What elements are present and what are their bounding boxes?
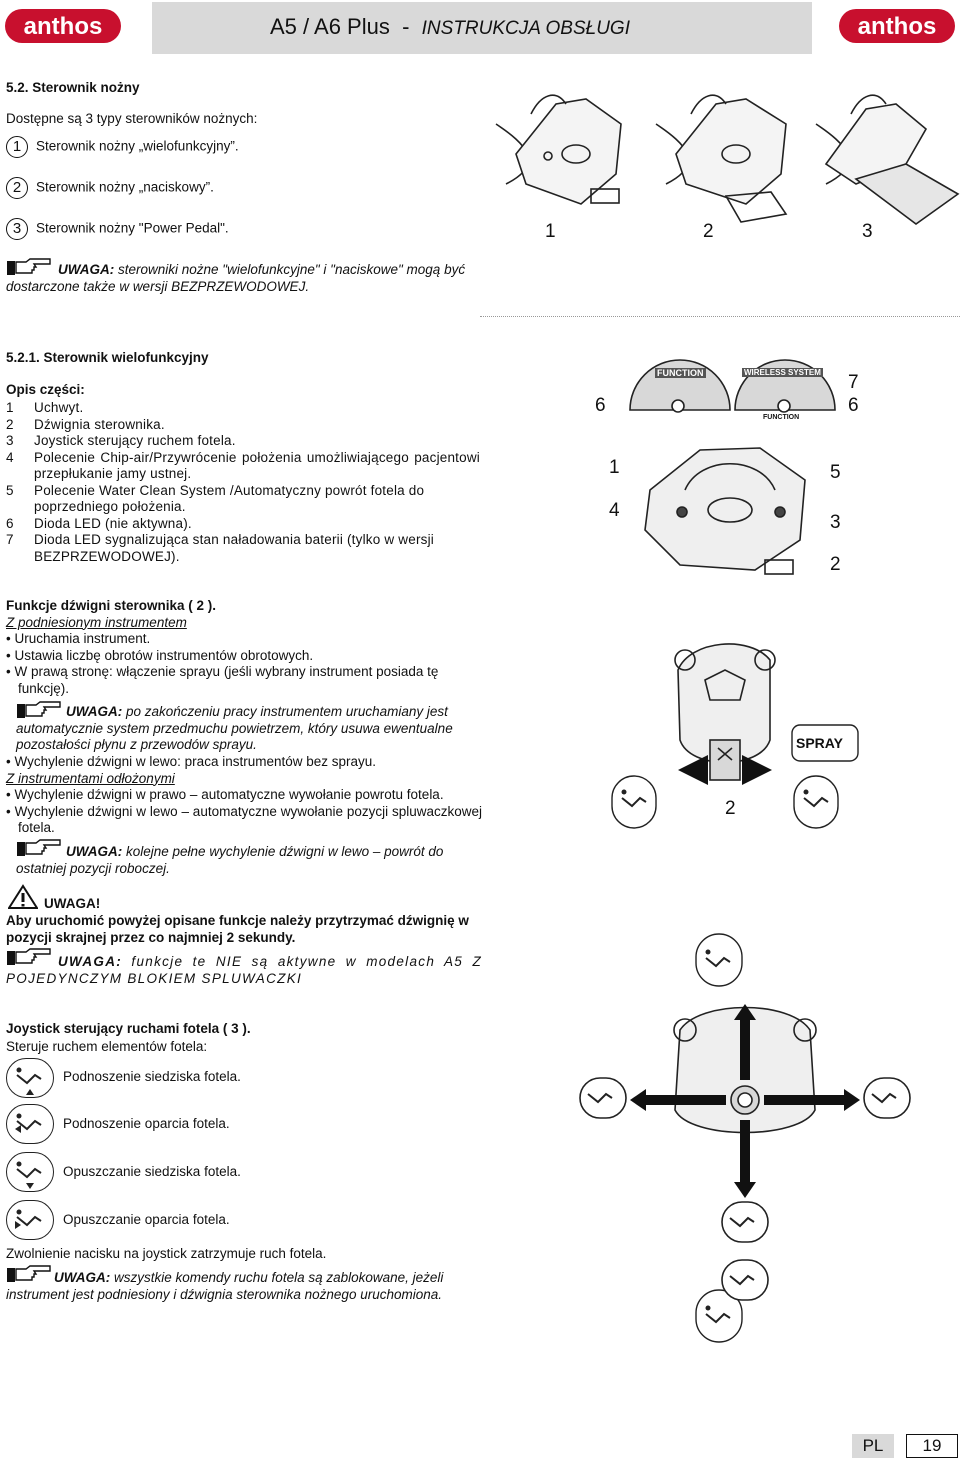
number-badge: 1	[6, 136, 28, 158]
divider	[480, 316, 960, 317]
seat-down-icon	[6, 1152, 54, 1192]
foot-controllers-illustration	[486, 84, 960, 254]
list-item: • Wychylenie dźwigni w prawo – automatyczne wywołanie powrotu fotela.	[6, 787, 444, 802]
intro-text: Dostępne są 3 typy sterowników nożnych:	[6, 111, 258, 126]
figure-number-1: 1	[545, 221, 556, 242]
number-badge: 3	[6, 218, 28, 240]
figure-number-2: 2	[703, 221, 714, 242]
list-item: • Ustawia liczbę obrotów instrumentów obrotowych.	[6, 647, 314, 663]
list-item: 2 Dźwignia sterownika.	[6, 416, 165, 432]
anthos-logo-right	[838, 8, 956, 44]
list-item: 3 Joystick sterujący ruchem fotela.	[6, 433, 236, 448]
parts-heading: Opis części:	[6, 382, 85, 397]
diagram-label-4: 4	[609, 500, 620, 521]
svg-text:anthos: anthos	[23, 13, 103, 40]
lever-diagram	[610, 630, 960, 840]
lever-number: 2	[725, 798, 736, 819]
list-item: 7 Dioda LED sygnalizująca stan naładowania baterii (tylko w wersji BEZPRZEWODOWEJ).	[6, 532, 434, 564]
diagram-label-1: 1	[609, 457, 620, 478]
type-item-1: 1 Sterownik nożny „wielofunkcyjny”.	[6, 136, 239, 158]
joystick-item-1: Podnoszenie siedziska fotela.	[63, 1069, 241, 1084]
section-heading: 5.2. Sterownik nożny	[6, 80, 140, 95]
backrest-down-icon	[6, 1200, 54, 1240]
list-item: • Wychylenie dźwigni w lewo: praca instrumentów bez sprayu.	[6, 754, 377, 769]
wireless-label: WIRELESS SYSTEM	[744, 368, 821, 377]
diagram-label-2: 2	[830, 554, 841, 575]
list-item: • Uruchamia instrument.	[6, 631, 151, 646]
warning-text: Aby uruchomić powyżej opisane funkcje należy przytrzymać dźwignię w pozycji skrajnej przez co najmniej 2 sekundy.	[6, 913, 469, 945]
function-label-2: FUNCTION	[763, 414, 800, 421]
joystick-item-4: Opuszczanie oparcia fotela.	[63, 1212, 230, 1227]
left-arrow-icon	[678, 755, 708, 785]
lever-section-2: • Wychylenie dźwigni w lewo: praca instrumentów bez sprayu. Z instrumentami odłożonymi • Wychylenie dźwigni w prawo – automatyczne wywołanie powrotu fotela. • Wychylenie dźwigni w lewo – automatyczne wywołanie pozycji spluwaczkowej fotela.	[6, 754, 482, 835]
joystick-item-2: Podnoszenie oparcia fotela.	[63, 1116, 230, 1131]
joystick-release: Zwolnienie nacisku na joystick zatrzymuje ruch fotela.	[6, 1246, 327, 1261]
note-1: UWAGA: sterowniki nożne "wielofunkcyjne" i "naciskowe" mogą być dostarczone także w wersji BEZPRZEWODOWEJ.	[6, 262, 466, 294]
language-badge: PL	[852, 1434, 894, 1458]
subsection-heading: 5.2.1. Sterownik wielofunkcyjny	[6, 350, 209, 365]
list-item: 5 Polecenie Water Clean System /Automatyczny powrót fotela do poprzedniego położenia.	[6, 482, 425, 514]
type-item-2: 2 Sterownik nożny „naciskowy”.	[6, 177, 214, 199]
note-3: UWAGA: kolejne pełne wychylenie dźwigni w lewo – powrót do ostatniej pozycji roboczej.	[16, 844, 444, 876]
note-2: UWAGA: po zakończeniu pracy instrumentem uruchamiany jest automatycznie system przedmuchu powietrzem, który usuwa ewentualne pozostałości płynu z przewodów sprayu.	[16, 704, 453, 752]
anthos-logo	[4, 8, 122, 44]
list-item: 1 Uchwyt.	[6, 400, 84, 415]
figure-number-3: 3	[862, 221, 873, 242]
type-item-3: 3 Sterownik nożny "Power Pedal".	[6, 218, 229, 240]
warning-label: UWAGA!	[44, 896, 101, 911]
parts-list	[6, 400, 480, 565]
backrest-up-icon	[6, 1104, 54, 1144]
warning-note: UWAGA: funkcje te NIE są aktywne w modelach A5 Z POJEDYNCZYM BLOKIEM SPLUWACZKI	[6, 954, 482, 986]
joystick-item-3: Opuszczanie siedziska fotela.	[63, 1164, 241, 1179]
warning-icon	[8, 884, 38, 910]
diagram-label-7: 7	[848, 372, 859, 393]
diagram-label-5: 5	[830, 462, 841, 483]
spray-label: SPRAY	[796, 735, 843, 751]
joystick-note: UWAGA: wszystkie komendy ruchu fotela są zablokowane, jeżeli instrument jest podniesiony i dźwignia sterownika nożnego uruchomiona.	[6, 1270, 444, 1302]
joystick-heading: Joystick sterujący ruchami fotela ( 3 ).	[6, 1021, 251, 1036]
list-item: 4 Polecenie Chip-air/Przywrócenie położenia umożliwiającego pacjentowi przepłukanie jamy ustnej.	[6, 449, 480, 481]
list-item: • W prawą stronę: włączenie sprayu (jeśli wybrany instrument posiada tę funkcję).	[6, 664, 439, 696]
list-item: 6 Dioda LED (nie aktywna).	[6, 515, 192, 531]
multifunction-controller-diagram	[590, 340, 870, 590]
joystick-intro: Steruje ruchem elementów fotela:	[6, 1039, 208, 1054]
diagram-label-6-right: 6	[848, 395, 859, 416]
joystick-diagram	[560, 990, 958, 1320]
number-badge: 2	[6, 177, 28, 199]
diagram-label-6-left: 6	[595, 395, 606, 416]
function-label: FUNCTION	[657, 368, 704, 378]
diagram-label-3: 3	[830, 512, 841, 533]
page-number: 19	[906, 1434, 958, 1458]
page-title: A5 / A6 Plus - INSTRUKCJA OBSŁUGI	[270, 14, 630, 39]
right-arrow-icon	[742, 755, 772, 785]
seat-up-icon	[6, 1058, 54, 1098]
list-item: • Wychylenie dźwigni w lewo – automatyczne wywołanie pozycji spluwaczkowej fotela.	[6, 803, 482, 835]
svg-text:anthos: anthos	[857, 13, 937, 40]
lever-section: Funkcje dźwigni sterownika ( 2 ). Z podniesionym instrumentem • Uruchamia instrument. • Ustawia liczbę obrotów instrumentów obrotowych. • W prawą stronę: włączenie sprayu (jeśli wybrany instrument posiada tę funkcję).	[6, 598, 482, 697]
